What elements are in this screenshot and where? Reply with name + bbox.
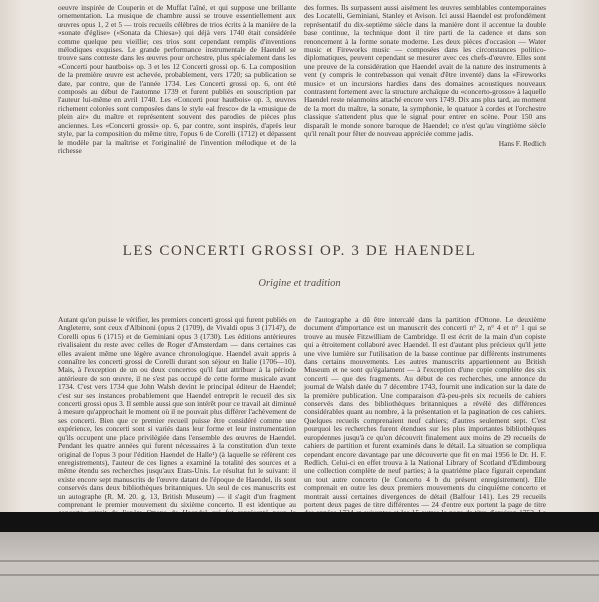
paragraph: des formes. Ils surpassent aussi aisément les œuvres semblables contemporaines des Locatelli, Geminiani, Stanley et Avison. Ici aussi Haendel est profondément représentatif du dix-septième siècle dans la manière dont il accentue la double base continue, la technique dont il tire parti de la cadence et dans son renoncement à la forme sonate moderne. Les deux pièces d'occasion — Water music et Fireworks music — composées dans les circonstances politico-diplomatiques, peuvent cependant se mesurer avec ces chefs-d'œuvre. Elles sont une preuve de la considération que Haendel avait de la nature des instruments à vent (y compris le contrebasson qui venait d'être inventé) dans la «Fireworks music» et un incursions hardies dans des domaines acoustiques nouveaux contrastent fortement avec la structure archaïque du «concerto-grosso» à laquelle Haendel reste néanmoins attaché encore vers 1749. Dix ans plus tard, au moment de la mort du maître, la sonate, la symphonie, le quatuor à cordes et l'orchestre classique s'attendent plus que le signal pour entrer en scène. Pour 150 ans disparaît le monde sonore baroque de Haendel; ce n'est qu'au vingtième siècle qu'il renaît pour fêter de nouveau appréciée comme jadis. <box>304 3 546 139</box>
text-column-bottom-left <box>58 316 296 508</box>
text-column-top-left <box>58 4 296 192</box>
section-subtitle: Origine et tradition <box>258 278 341 289</box>
scan-background <box>0 532 599 602</box>
scan-stripe <box>0 560 599 562</box>
scan-edge-dark-band <box>0 512 599 532</box>
scan-stripe <box>0 574 599 576</box>
paragraph: Autant qu'on puisse le vérifier, les premiers concerti grossi qui furent publiés en Angleterre, sont ceux d'Albinoni (opus 2 (1709), de Vivaldi opus 3 (1714?), de Corelli opus 6 (1715) et de Geminiani opus 3 (1730). Les éditions antérieures rivalisaient du reste avec celles de Roger d'Amsterdam — dans certaines cas elles avaient même une légère avance chronologique. Haendel avait appris à connaître les concerti grossi de Corelli durant son séjour en Italie (1706—10). Mais, à l'exception de un ou deux concertos qu'il faut attribuer à la période antérieure de son œuvre, il ne s'est pas occupé de cette forme musicale avant 1734. C'est vers 1734 que John Walsh devint le principal éditeur de Haendel; c'est sur ses instances probablement que Haendel entreprit le recueil des six concerti grossi opus 3. Il semble aussi que son intérêt pour ce travail ait diminué à mesure qu'approchait le moment où il ne pouvait plus différer l'achèvement de ses concerti. Bien que ce premier recueil puisse être considéré comme une expérience, les concerti sont si variés dans leur forme et leur instrumentation qu'ils occupent une place privilégiée dans l'ensemble des œuvres de Haendel. Pendant les quatre années qui furent nécessaires à la constitution d'un texte original de l'opus 3 pour l'édition Haendel de Halle¹) (à laquelle se réfèrent ces enregistrements), l'auteur de ces lignes a examiné la totalité des sources et a même étendu ses recherches jusqu'aux Etats-Unis. Le résultat fut le suivant: il existe encore sept manuscrits de l'œuvre datant de l'époque de Haendel, ils sont conservés dans deux bibliothèques britanniques. Un seul de ces manuscrits est un autographe (R. M. 20. g. 13, British Museum) — il s'agit d'un fragment comprenant le premier mouvement du sixième concerto. Il est identique au <box>58 315 296 509</box>
text-column-top-right <box>304 4 546 192</box>
paragraph: oeuvre inspirée de Couperin et de Muffat l'aîné, et qui suppose une brillante ornementation. La musique de chambre aussi se trouve essentiellement aux œuvres opus 1, 2 et 5 — trois recueils célèbres de trios écrits à la manière de la «sonate d'église» («Sonata da Chiesa») qui déjà vers 1740 était considérée comme quelque peu vieillie; ces trios sont cependant remplis d'inventions mélodiques exquises. Le grande performance instrumentale de Haendel se trouve sans conteste dans les œuvres pour orchestre, plus spécialement dans les «Concerti pour hautbois» op. 3 et les 12 Concerti grossi op. 6. La composition de la première œuvre est achevée, probablement, vers 1720; sa publication se date, par contre, que de l'année 1734. Les Concerti grossi op. 6, ont été composés au début de l'automne 1739 et furent publiés en souscription par l'auteur lui-même en avril 1740. Les «Concerti pour hautbois» op. 3, œuvres richement colorées sont composées dans le style «al fresco» de la «musique de plein air» du maître et représentent souvent des parodies de pièces plus anciennes. Les «Concerti grossi» op. 6, par contre, sont inspirés, d'après leur style, par la composition du même titre, l'opus 6 de Corelli (1712) et dépassent le modèle par la maîtrise et l'originalité de l'invention mélodique et de la richesse <box>58 3 296 155</box>
text-column-bottom-right <box>304 316 546 508</box>
paragraph: de l'autographe a dû être intercalé dans la partition d'Ottone. Le deuxième document d'importance est un manuscrit des concerti n° 2, n° 4 et n° 1 qui se trouve au musée Fitzwilliam de Cambridge. Il est écrit de la main d'un copiste qui a étroitement collaboré avec Haendel. Il est d'autant plus précieux qu'il jette une vive lumière sur l'utilisation de la basse continue par différents instruments dans certains mouvements. Les autres manuscrits appartiennent au British Museum et ne sont qu'égalament — à l'exception d'une copie complète des six concerti — que des fragments. Au début de ces recherches, une annonce du journal de Walsh datée du 7 décembre 1743, fournit une indication sur la date de la première publication. Une comparaison d'à-peu-près six recueils de cahiers conservés dans des bibliothèques britanniques a révélé des différences considérables quant au nombre, à la présentation et la pagination de ces cahiers. Quelques recueils comprenaient neuf cahiers; d'autres seulement sept. C'est pourquoi les recherches furent étendues sur les plus importantes bibliothèques européennes jusqu'à ce qu'on découvrit finalement aux moins de 29 recueils de cahiers de partition et furent examinés dans le détail. La situation se compliqua cependant encore davantage par une découverte que fit en mai 1956 le Dr. H. F. Redlich. Celui-ci en effet trouva à la National Library of Scotland d'Edimbourg une collection complète de neuf parties; à la quatrième place figurait cependant un tout autre concerto (le Concerto 4 b du présent enregistrement). Elle comprenait en outre les deux premiers mouvements du cinquième concerto et montrait aussi certaines divergences de détail (Balfour 141). Les 29 recueils portent deux pages de titre différentes — 24 d'entre eux portent la page de titre <box>304 315 546 509</box>
section-title: LES CONCERTI GROSSI OP. 3 DE HAENDEL <box>122 243 477 259</box>
author-signature: Hans F. Redlich <box>498 138 546 148</box>
